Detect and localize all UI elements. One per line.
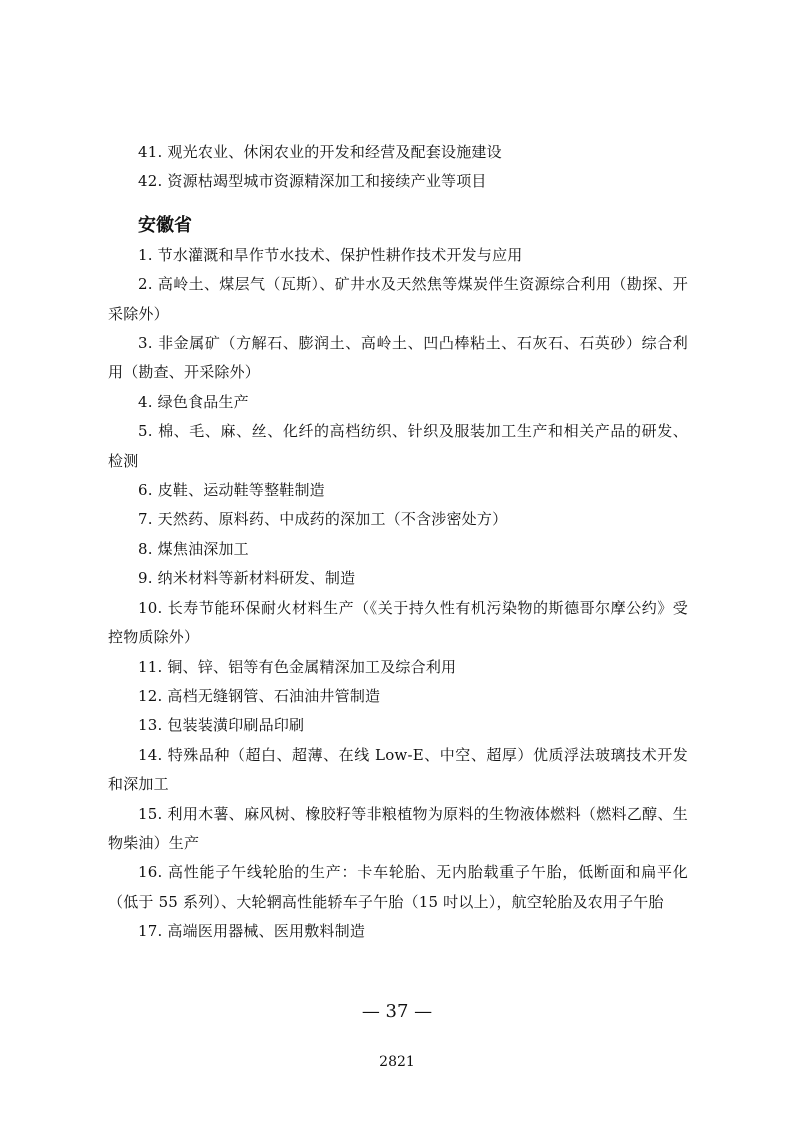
list-item: 15. 利用木薯、麻风树、橡胶籽等非粮植物为原料的生物液体燃料（燃料乙醇、生物柴油）生产: [108, 804, 688, 852]
list-item: 3. 非金属矿（方解石、膨润土、高岭土、凹凸棒粘土、石灰石、石英砂）综合利用（勘查、开采除外）: [108, 334, 688, 382]
list-item: 17. 高端医用器械、医用敷料制造: [138, 922, 366, 941]
list-item: 8. 煤焦油深加工: [138, 539, 249, 558]
section-heading-anhui: 安徽省: [138, 214, 192, 236]
list-item-42: 42. 资源枯竭型城市资源精深加工和接续产业等项目: [138, 172, 487, 191]
list-item: 6. 皮鞋、运动鞋等整鞋制造: [138, 481, 325, 500]
list-item: 11. 铜、锌、铝等有色金属精深加工及综合利用: [138, 657, 457, 676]
list-item: 12. 高档无缝钢管、石油油井管制造: [138, 686, 381, 705]
list-item: 2. 高岭土、煤层气（瓦斯）、矿井水及天然焦等煤炭伴生资源综合利用（勘探、开采除外）: [108, 275, 688, 323]
list-item: 9. 纳米材料等新材料研发、制造: [138, 569, 356, 588]
list-item: 13. 包装装潢印刷品印刷: [138, 716, 305, 735]
list-item: 7. 天然药、原料药、中成药的深加工（不含涉密处方）: [138, 510, 508, 529]
list-item: 16. 高性能子午线轮胎的生产：卡车轮胎、无内胎载重子午胎，低断面和扁平化（低于 55 系列）、大轮辋高性能轿车子午胎（15 吋以上），航空轮胎及农用子午胎: [108, 863, 688, 911]
list-item: 14. 特殊品种（超白、超薄、在线 Low-E、中空、超厚）优质浮法玻璃技术开发和深加工: [108, 745, 688, 794]
list-item: 1. 节水灌溉和旱作节水技术、保护性耕作技术开发与应用: [138, 245, 523, 264]
sheet-number: 2821: [379, 1054, 415, 1070]
list-item: 4. 绿色食品生产: [138, 392, 249, 411]
list-item-41: 41. 观光农业、休闲农业的开发和经营及配套设施建设: [138, 143, 502, 161]
list-item: 10. 长寿节能环保耐火材料生产（《关于持久性有机污染物的斯德哥尔摩公约》受控物质除外）: [108, 598, 688, 647]
page-number: — 37 —: [361, 1001, 433, 1022]
list-item: 5. 棉、毛、麻、丝、化纤的高档纺织、针织及服装加工生产和相关产品的研发、检测: [108, 422, 688, 470]
document-body: [108, 138, 688, 947]
